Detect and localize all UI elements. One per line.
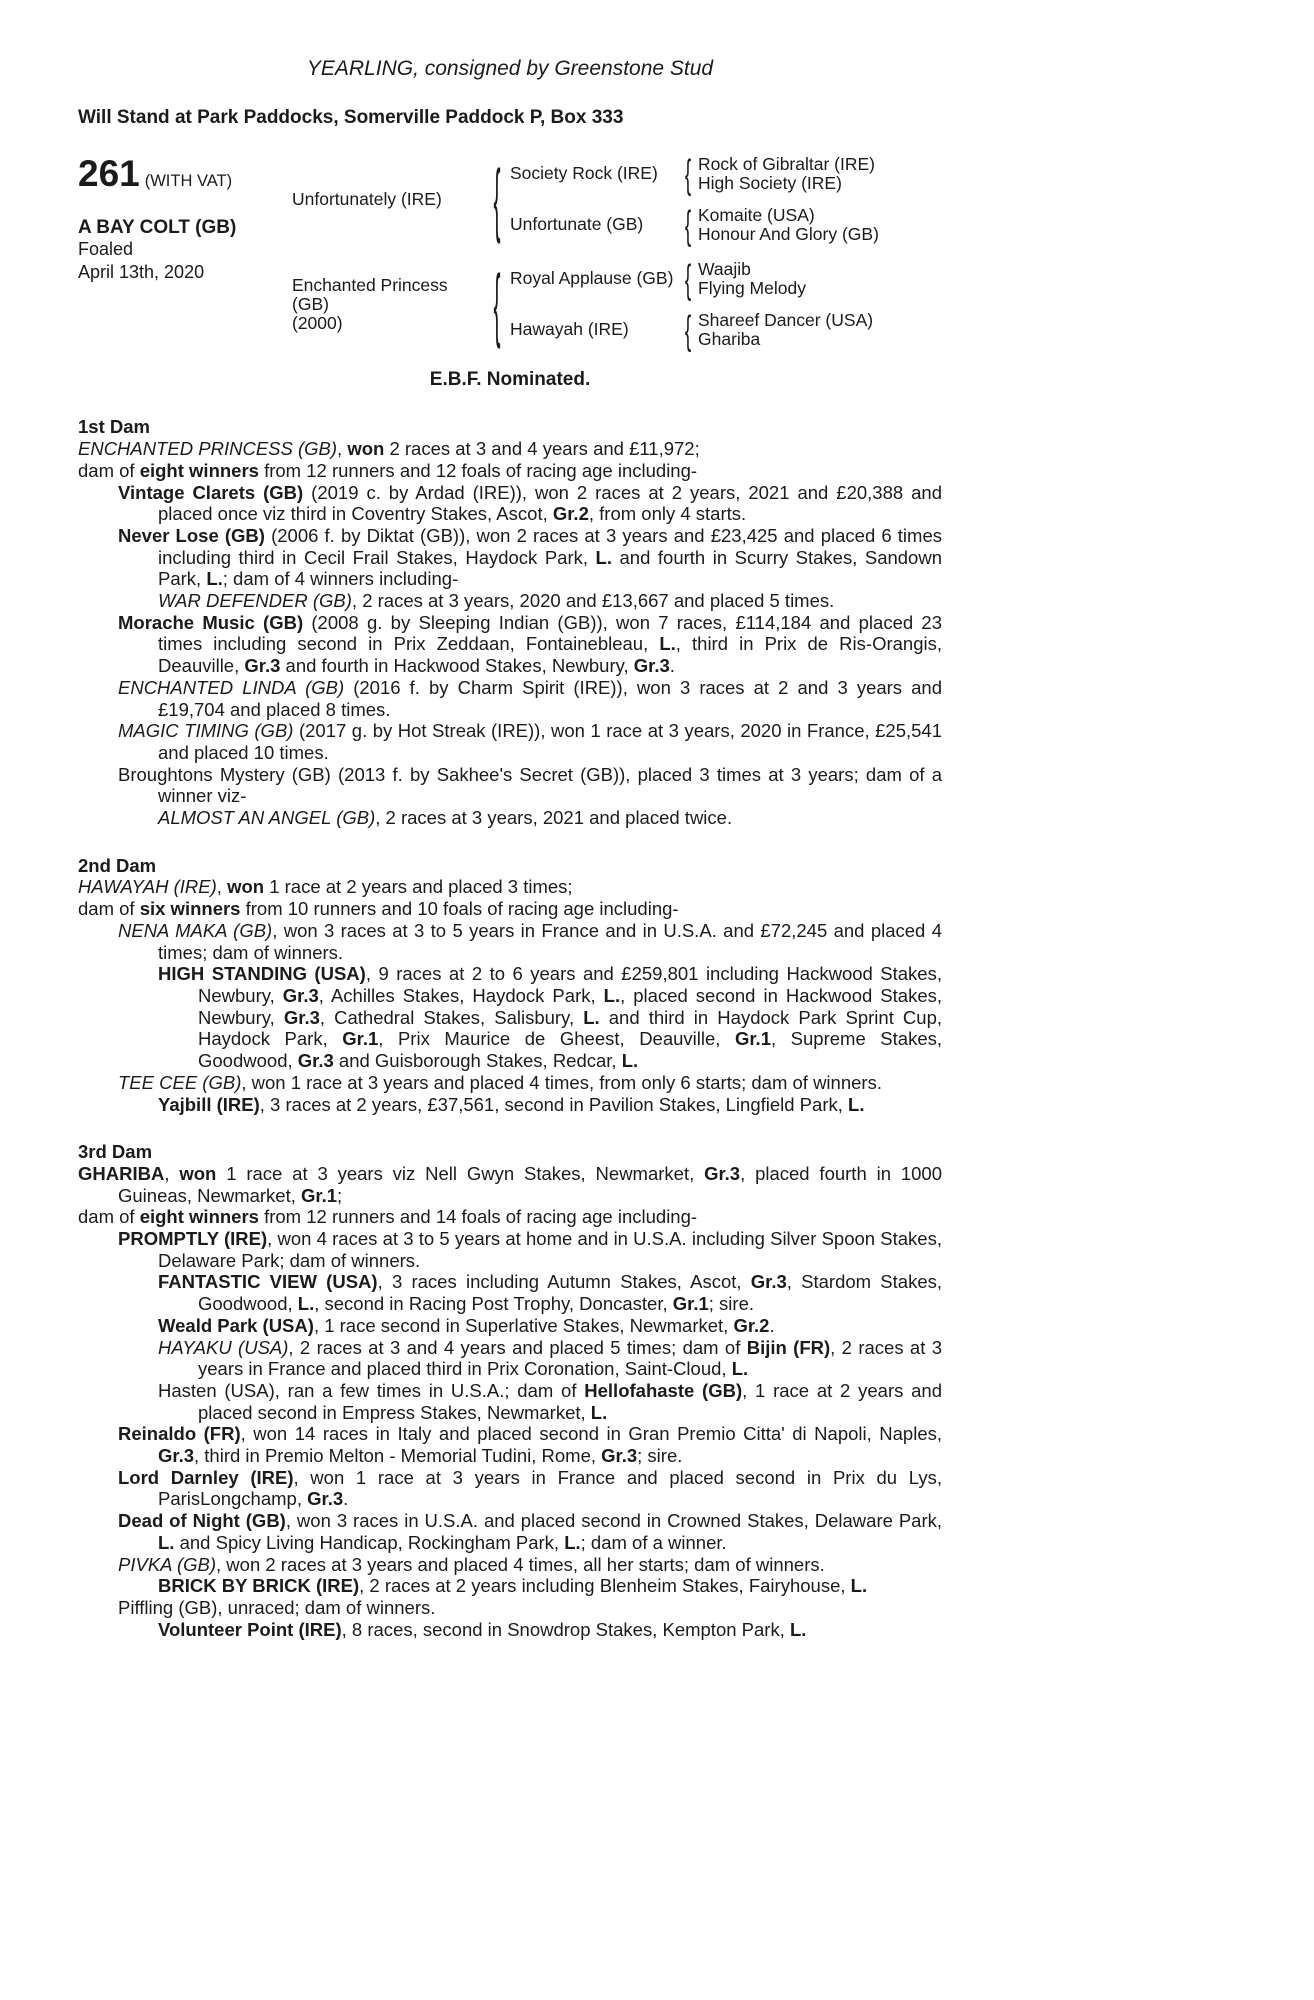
pedigree-text-segment: six winners: [139, 898, 241, 920]
lot-description: A BAY COLT (GB): [78, 216, 237, 238]
pedigree-text-segment: Gr.3: [307, 1488, 344, 1510]
pedigree-text-segment: PIVKA (GB): [118, 1553, 217, 1575]
pedigree-brace: [684, 154, 693, 194]
pedigree-text-segment: 2 races at 3 and 4 years and £11,972;: [384, 438, 700, 460]
pedigree-text-segment: TEE CEE (GB): [118, 1071, 242, 1093]
pedigree-paragraph: [78, 482, 942, 525]
pedigree-text-segment: , won 2 races at 3 years and placed 4 times, all her starts; dam of winners.: [216, 1553, 825, 1575]
pedigree-paragraph: [78, 1094, 942, 1116]
pedigree-text-segment: Dead of Night (GB): [118, 1510, 286, 1532]
pedigree-text-segment: Gr.2: [733, 1314, 770, 1336]
pedigree-text-segment: Reinaldo (FR): [118, 1423, 241, 1445]
sire-sire-dam-name: High Society (IRE): [698, 172, 842, 193]
pedigree-text-segment: ;: [337, 1184, 343, 1206]
lot-number-row: [78, 152, 292, 194]
pedigree-text-segment: from 12 runners and 14 foals of racing age including-: [258, 1206, 698, 1228]
pedigree-paragraph: [78, 525, 942, 590]
pedigree-paragraph: [78, 460, 942, 482]
pedigree-brace: [491, 158, 504, 240]
pedigree-text-segment: Gr.1: [342, 1028, 379, 1050]
pedigree-text-segment: ; sire.: [708, 1293, 754, 1315]
pedigree-text-segment: , Prix Maurice de Gheest, Deauville,: [378, 1028, 735, 1050]
pedigree-text-segment: , Achilles Stakes, Haydock Park,: [318, 984, 604, 1006]
pedigree-text-segment: Gr.3: [282, 984, 319, 1006]
pedigree-paragraph: [78, 1337, 942, 1380]
pedigree-paragraph: [78, 963, 942, 1072]
pedigree-text-segment: Gr.2: [552, 503, 589, 525]
pedigree-paragraph: [78, 876, 942, 898]
pedigree-text-segment: Gr.3: [297, 1050, 334, 1072]
pedigree-text-segment: , 3 races at 2 years, £37,561, second in Pavilion Stakes, Lingfield Park,: [259, 1093, 849, 1115]
pedigree-text-segment: L.: [790, 1618, 807, 1640]
pedigree-text-segment: and Guisborough Stakes, Redcar,: [333, 1050, 622, 1072]
pedigree-text-segment: L.: [564, 1531, 581, 1553]
dam-section-heading: 1st Dam: [78, 416, 150, 438]
pedigree-text-segment: , 1 race at 2 years and placed second in Empress Stakes, Newmarket,: [198, 1379, 942, 1423]
pedigree-text-segment: , from only 4 starts.: [588, 503, 747, 525]
sire-sire-name: Society Rock (IRE): [510, 163, 658, 184]
pedigree-text-sections: [78, 416, 942, 1640]
pedigree-text-segment: , won 3 races at 3 to 5 years in France and in U.S.A. and £72,245 and placed 4 times; dam of winners.: [158, 919, 942, 963]
pedigree-text-segment: , 2 races at 2 years including Blenheim Stakes, Fairyhouse,: [359, 1575, 851, 1597]
pedigree-text-segment: NENA MAKA (GB): [118, 919, 273, 941]
pedigree-text-segment: eight winners: [139, 1206, 259, 1228]
pedigree-text-segment: Gr.3: [283, 1006, 320, 1028]
sire-dam-group: [510, 204, 879, 246]
dam-sire-name: Royal Applause (GB): [510, 268, 674, 289]
dam-section: [78, 1141, 942, 1640]
pedigree-text-segment: HIGH STANDING (USA): [158, 963, 366, 985]
pedigree-text-segment: Gr.1: [672, 1293, 709, 1315]
dam-section-heading: 2nd Dam: [78, 854, 157, 876]
pedigree-text-segment: (2008 g. by Sleeping Indian (GB)), won 7 races, £114,184 and placed 23 times including second in Prix Zeddaan, Fontainebleau,: [158, 611, 943, 655]
pedigree-paragraph: [78, 438, 942, 460]
pedigree-text-segment: ALMOST AN ANGEL (GB): [158, 807, 376, 829]
pedigree-text-segment: , 9 races at 2 to 6 years and £259,801 including Hackwood Stakes, Newbury,: [198, 963, 942, 1006]
pedigree-text-segment: HAWAYAH (IRE): [78, 876, 217, 898]
pedigree-paragraph: [78, 1510, 942, 1553]
pedigree-text-segment: , Supreme Stakes, Goodwood,: [198, 1028, 942, 1072]
pedigree-text-segment: Vintage Clarets (GB): [118, 481, 304, 503]
pedigree-paragraph: [78, 1271, 942, 1314]
pedigree-text-segment: , Cathedral Stakes, Salisbury,: [319, 1006, 584, 1028]
pedigree-paragraph: [78, 807, 942, 829]
pedigree-text-segment: ,: [337, 438, 348, 460]
dam-dam-name: Hawayah (IRE): [510, 319, 629, 340]
pedigree-brace: [684, 310, 693, 350]
pedigree-text-segment: (2006 f. by Diktat (GB)), won 2 races at 3 years and £23,425 and placed 6 times including third in Cecil Frail Stakes, Haydock Park,: [158, 524, 942, 568]
pedigree-brace: [684, 205, 693, 245]
dam-sire-group: [510, 258, 873, 300]
pedigree-paragraph: [78, 898, 942, 920]
pedigree-text-segment: , 8 races, second in Snowdrop Stakes, Kempton Park,: [341, 1618, 790, 1640]
lot-info: [78, 151, 292, 351]
sire-sire-sire-name: Rock of Gibraltar (IRE): [698, 153, 875, 174]
dam-year: (2000): [292, 312, 343, 333]
pedigree-text-segment: Morache Music (GB): [118, 611, 304, 633]
sire-sire-group: [510, 153, 879, 195]
pedigree-text-segment: from 12 runners and 12 foals of racing age including-: [258, 459, 698, 481]
pedigree-text-segment: L.: [595, 546, 612, 568]
pedigree-text-segment: dam of: [78, 459, 140, 481]
pedigree-text-segment: WAR DEFENDER (GB): [158, 590, 352, 612]
pedigree-paragraph: [78, 920, 942, 963]
dam-sire-dam-name: Flying Melody: [698, 277, 806, 298]
pedigree-text-segment: 1 race at 3 years viz Nell Gwyn Stakes, Newmarket,: [216, 1162, 705, 1184]
pedigree-text-segment: Bijin (FR): [746, 1336, 831, 1358]
pedigree-text-segment: and third in Haydock Park Sprint Cup, Haydock Park,: [198, 1006, 943, 1050]
pedigree-text-segment: Gr.3: [704, 1162, 741, 1184]
pedigree-paragraph: [78, 612, 942, 677]
pedigree-text-segment: , 3 races including Autumn Stakes, Ascot,: [377, 1271, 751, 1293]
pedigree-brace: [684, 259, 693, 299]
pedigree-text-segment: L.: [158, 1531, 175, 1553]
pedigree-text-segment: .: [669, 655, 675, 677]
pedigree-paragraph: [78, 764, 942, 807]
pedigree-paragraph: [78, 1380, 942, 1423]
pedigree-text-segment: dam of: [78, 1206, 140, 1228]
pedigree-brace: [491, 263, 504, 345]
pedigree-text-segment: L.: [848, 1093, 865, 1115]
pedigree-text-segment: .: [343, 1488, 349, 1510]
pedigree-text-segment: dam of: [78, 898, 140, 920]
pedigree-text-segment: ; dam of a winner.: [580, 1531, 727, 1553]
lot-vat-note: (WITH VAT): [144, 171, 233, 190]
dam-dam-sire-name: Shareef Dancer (USA): [698, 309, 874, 330]
pedigree-text-segment: (2019 c. by Ardad (IRE)), won 2 races at 2 years, 2021 and £20,388 and placed once viz third in Coventry Stakes, Ascot,: [158, 481, 943, 525]
pedigree-text-segment: ,: [164, 1162, 180, 1184]
sire-dam-dam-name: Honour And Glory (GB): [698, 223, 879, 244]
pedigree-text-segment: , placed second in Hackwood Stakes, Newbury,: [198, 984, 942, 1028]
ebf-nominated-line: E.B.F. Nominated.: [429, 368, 591, 390]
pedigree-text-segment: won: [227, 876, 265, 898]
pedigree-text-segment: L.: [206, 568, 223, 590]
pedigree-text-segment: , placed fourth in 1000 Guineas, Newmarket,: [118, 1162, 942, 1206]
pedigree-text-segment: (2016 f. by Charm Spirit (IRE)), won 3 races at 2 and 3 years and £19,704 and placed 8 times.: [158, 676, 942, 720]
pedigree-text-segment: , won 1 race at 3 years in France and placed second in Prix du Lys, ParisLongchamp,: [158, 1466, 942, 1510]
pedigree-paragraph: [78, 677, 942, 720]
pedigree-paragraph: [78, 1619, 942, 1641]
dam-section: [78, 416, 942, 828]
pedigree-text-segment: Weald Park (USA): [158, 1314, 314, 1336]
pedigree-text-segment: eight winners: [139, 459, 259, 481]
pedigree-text-segment: , 2 races at 3 years, 2020 and £13,667 and placed 5 times.: [351, 590, 835, 612]
pedigree-text-segment: , 2 races at 3 years, 2021 and placed twice.: [375, 807, 733, 829]
pedigree-text-segment: and fourth in Hackwood Stakes, Newbury,: [280, 655, 634, 677]
pedigree-text-segment: MAGIC TIMING (GB): [118, 720, 294, 742]
dam-parents: [510, 258, 873, 351]
dam-section-heading: 3rd Dam: [78, 1141, 153, 1163]
pedigree-text-segment: , third in Premio Melton - Memorial Tudini, Rome,: [194, 1445, 602, 1467]
dam-branch: [292, 258, 942, 351]
dam-name-cell: [292, 276, 484, 333]
sire-branch: [292, 153, 942, 246]
pedigree-text-segment: L.: [850, 1575, 868, 1597]
foaled-label: Foaled: [78, 239, 134, 260]
pedigree-text-segment: won: [179, 1162, 217, 1184]
pedigree-text-segment: , won 14 races in Italy and placed second in Gran Premio Citta' di Napoli, Naples,: [240, 1423, 943, 1445]
pedigree-text-segment: Yajbill (IRE): [158, 1093, 260, 1115]
pedigree-text-segment: PROMPTLY (IRE): [118, 1228, 268, 1250]
pedigree-text-segment: 1 race at 2 years and placed 3 times;: [264, 876, 573, 898]
pedigree-text-segment: Gr.3: [158, 1445, 194, 1467]
pedigree-text-segment: , 1 race second in Superlative Stakes, Newmarket,: [313, 1314, 734, 1336]
dam-name: Enchanted Princess (GB): [292, 274, 448, 314]
pedigree-text-segment: Lord Darnley (IRE): [118, 1466, 294, 1488]
pedigree-text-segment: , second in Racing Post Trophy, Doncaster,: [314, 1293, 673, 1315]
pedigree-text-segment: .: [769, 1314, 775, 1336]
pedigree-text-segment: won: [347, 438, 385, 460]
pedigree-text-segment: (2017 g. by Hot Streak (IRE)), won 1 race at 3 years, 2020 in France, £25,541 and placed 10 times.: [158, 720, 942, 763]
dam-dam-group: [510, 309, 873, 351]
pedigree-text-segment: and fourth in Scurry Stakes, Sandown Park,: [158, 546, 942, 590]
pedigree-text-segment: , won 3 races in U.S.A. and placed second in Crowned Stakes, Delaware Park,: [285, 1510, 943, 1532]
pedigree-text-segment: ; dam of 4 winners including-: [222, 568, 459, 590]
pedigree-text-segment: , third in Prix de Ris-Orangis, Deauville,: [158, 633, 942, 677]
pedigree-paragraph: [78, 1575, 942, 1597]
pedigree-paragraph: [78, 1597, 942, 1619]
lot-header: [78, 151, 942, 351]
pedigree-text-segment: , 2 races at 3 and 4 years and placed 5 times; dam of: [288, 1336, 747, 1358]
pedigree-paragraph: [78, 1467, 942, 1510]
pedigree-text-segment: , won 4 races at 3 to 5 years at home and in U.S.A. including Silver Spoon Stakes, Delaware Park; dam of winners.: [158, 1228, 942, 1271]
foaled-date: April 13th, 2020: [78, 262, 205, 283]
pedigree-text-segment: Gr.3: [633, 655, 670, 677]
pedigree-text-segment: , Stardom Stakes, Goodwood,: [198, 1271, 942, 1315]
pedigree-text-segment: Gr.3: [601, 1445, 638, 1467]
pedigree-text-segment: , won 1 race at 3 years and placed 4 times, from only 6 starts; dam of winners.: [241, 1071, 882, 1093]
sire-dam-sire-name: Komaite (USA): [698, 204, 815, 225]
lot-number: 261: [78, 152, 140, 194]
pedigree-text-segment: , 2 races at 3 years in France and placed third in Prix Coronation, Saint-Cloud,: [198, 1336, 943, 1380]
pedigree-text-segment: L.: [603, 984, 621, 1006]
pedigree-text-segment: Gr.3: [750, 1271, 787, 1293]
pedigree-text-segment: L.: [297, 1293, 315, 1315]
pedigree-text-segment: ENCHANTED LINDA (GB): [118, 676, 345, 698]
pedigree-text-segment: L.: [583, 1006, 600, 1028]
pedigree-text-segment: L.: [590, 1401, 608, 1423]
dam-dam-dam-name: Ghariba: [698, 328, 761, 349]
page-title: YEARLING, consigned by Greenstone Stud: [306, 57, 714, 80]
pedigree-paragraph: [78, 720, 942, 763]
pedigree-tree: [292, 151, 942, 351]
pedigree-text-segment: from 10 runners and 10 foals of racing age including-: [240, 898, 679, 920]
pedigree-paragraph: [78, 1315, 942, 1337]
pedigree-paragraph: [78, 1228, 942, 1271]
pedigree-text-segment: Broughtons Mystery (GB) (2013 f. by Sakhee's Secret (GB)), placed 3 times at 3 years; dam of a winner viz-: [118, 763, 942, 807]
pedigree-paragraph: [78, 1423, 942, 1466]
pedigree-paragraph: [78, 1072, 942, 1094]
pedigree-text-segment: FANTASTIC VIEW (USA): [158, 1271, 378, 1293]
sire-name: Unfortunately (IRE): [292, 188, 442, 209]
pedigree-text-segment: Gr.1: [734, 1028, 771, 1050]
pedigree-paragraph: [78, 1206, 942, 1228]
pedigree-text-segment: ,: [216, 876, 228, 898]
pedigree-paragraph: [78, 590, 942, 612]
pedigree-text-segment: L.: [659, 633, 676, 655]
pedigree-text-segment: and Spicy Living Handicap, Rockingham Park,: [174, 1531, 565, 1553]
pedigree-text-segment: Hellofahaste (GB): [584, 1379, 743, 1401]
pedigree-paragraph: [78, 1554, 942, 1576]
pedigree-text-segment: Volunteer Point (IRE): [158, 1618, 342, 1640]
pedigree-text-segment: GHARIBA: [78, 1162, 165, 1184]
pedigree-text-segment: Hasten (USA), ran a few times in U.S.A.; dam of: [158, 1379, 585, 1401]
pedigree-text-segment: Piffling (GB), unraced; dam of winners.: [118, 1596, 436, 1618]
pedigree-text-segment: Gr.3: [244, 655, 281, 677]
pedigree-text-segment: L.: [621, 1050, 639, 1072]
pedigree-text-segment: BRICK BY BRICK (IRE): [158, 1575, 360, 1597]
pedigree-text-segment: Never Lose (GB): [118, 524, 265, 546]
pedigree-paragraph: [78, 1163, 942, 1206]
stand-location-line: Will Stand at Park Paddocks, Somerville Paddock P, Box 333: [78, 107, 624, 128]
pedigree-text-segment: L.: [731, 1358, 749, 1380]
pedigree-text-segment: ENCHANTED PRINCESS (GB): [78, 438, 338, 460]
sire-parents: [510, 153, 879, 246]
pedigree-text-segment: Gr.1: [301, 1184, 338, 1206]
pedigree-text-segment: HAYAKU (USA): [158, 1336, 289, 1358]
sire-dam-name: Unfortunate (GB): [510, 214, 644, 235]
pedigree-text-segment: ; sire.: [637, 1445, 683, 1467]
dam-section: [78, 855, 942, 1115]
dam-sire-sire-name: Waajib: [698, 258, 751, 279]
